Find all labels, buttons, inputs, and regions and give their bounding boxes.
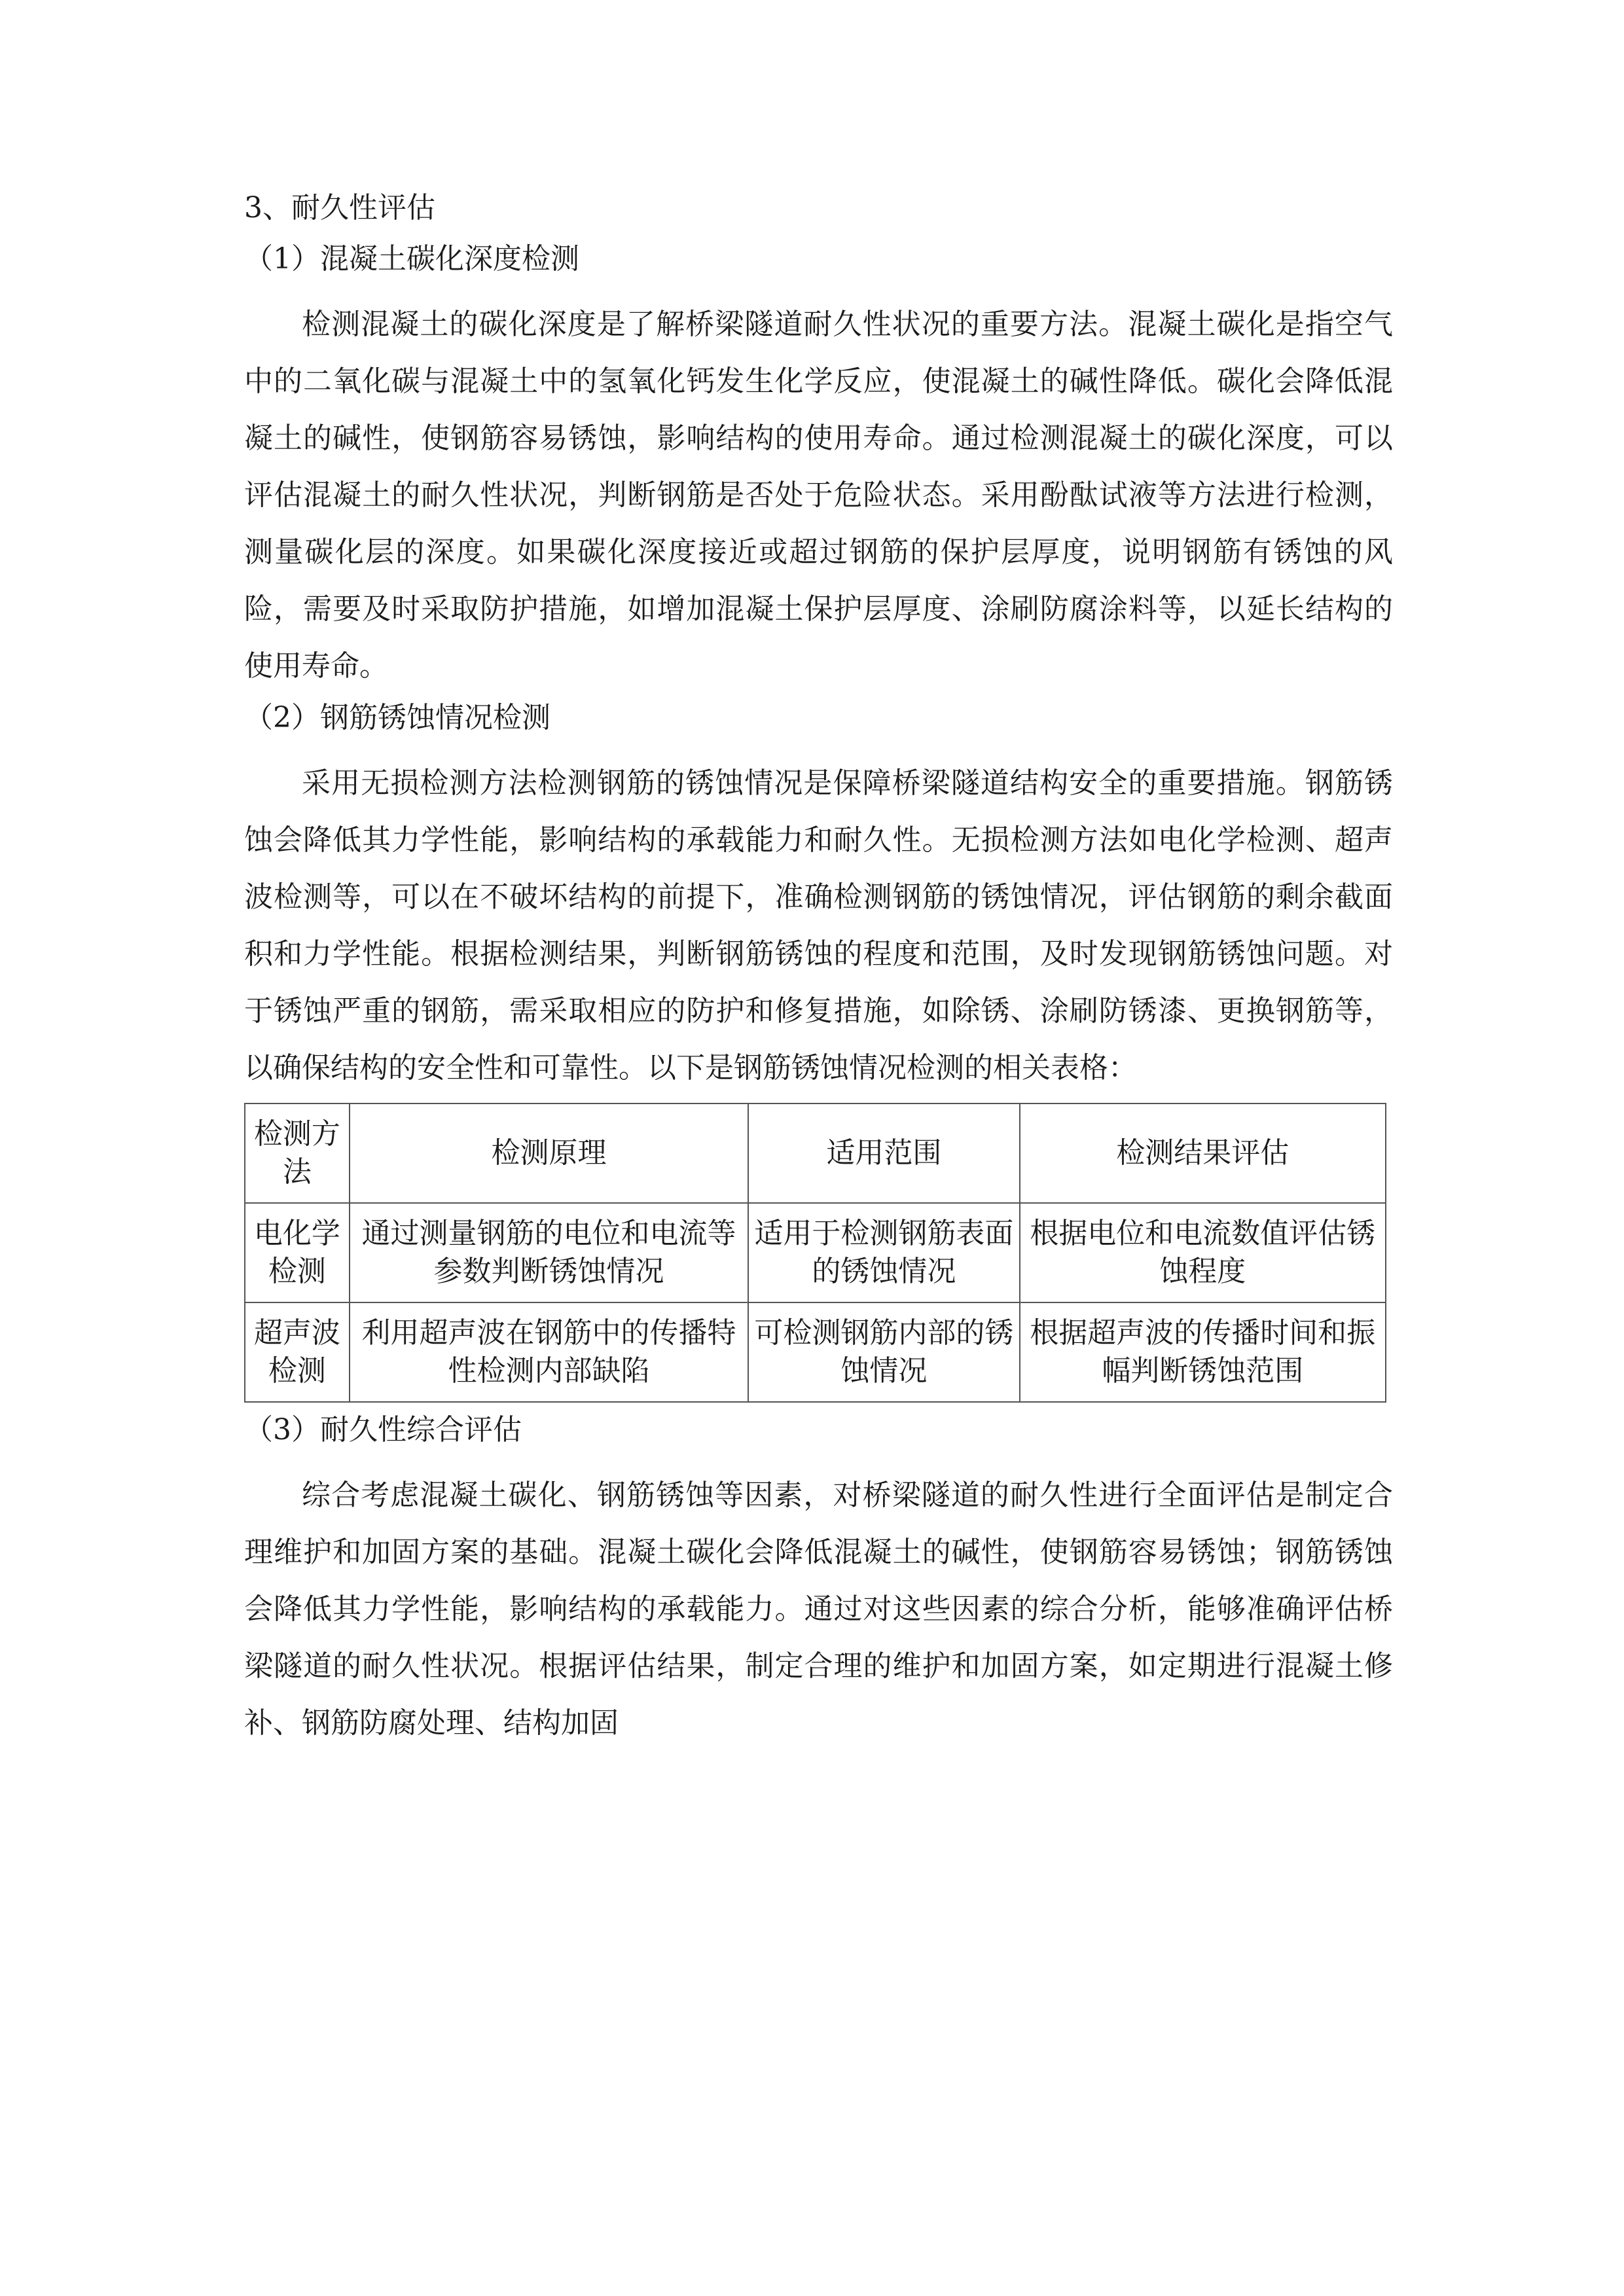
- section-title: 3、耐久性评估: [244, 191, 435, 224]
- table-cell: 超声波检测: [245, 1302, 350, 1402]
- table-cell: 根据电位和电流数值评估锈蚀程度: [1020, 1203, 1386, 1302]
- table-row: [245, 1302, 1386, 1402]
- document-page: [244, 190, 1393, 1757]
- table-cell: 根据超声波的传播时间和振幅判断锈蚀范围: [1020, 1302, 1386, 1402]
- table-cell: 适用于检测钢筋表面的锈蚀情况: [748, 1203, 1020, 1302]
- table-cell: 利用超声波在钢筋中的传播特性检测内部缺陷: [350, 1302, 748, 1402]
- table-cell: 可检测钢筋内部的锈蚀情况: [748, 1302, 1020, 1402]
- table-header-cell: 适用范围: [748, 1103, 1020, 1203]
- subsection-title-corrosion: （2）钢筋锈蚀情况检测: [244, 701, 550, 734]
- corrosion-detection-table: [244, 1103, 1386, 1403]
- paragraph-durability: 综合考虑混凝土碳化、钢筋锈蚀等因素，对桥梁隧道的耐久性进行全面评估是制定合理维护和加固方案的基础。混凝土碳化会降低混凝土的碱性，使钢筋容易锈蚀；钢筋锈蚀会降低其力学性能，影响结构的承载能力。通过对这些因素的综合分析，能够准确评估桥梁隧道的耐久性状况。根据评估结果，制定合理的维护和加固方案，如定期进行混凝土修补、钢筋防腐处理、结构加固: [244, 1479, 1393, 1740]
- table-cell: 通过测量钢筋的电位和电流等参数判断锈蚀情况: [350, 1203, 748, 1302]
- table-cell: 电化学检测: [245, 1203, 350, 1302]
- paragraph-corrosion: 采用无损检测方法检测钢筋的锈蚀情况是保障桥梁隧道结构安全的重要措施。钢筋锈蚀会降低其力学性能，影响结构的承载能力和耐久性。无损检测方法如电化学检测、超声波检测等，可以在不破坏结构的前提下，准确检测钢筋的锈蚀情况，评估钢筋的剩余截面积和力学性能。根据检测结果，判断钢筋锈蚀的程度和范围，及时发现钢筋锈蚀问题。对于锈蚀严重的钢筋，需采取相应的防护和修复措施，如除锈、涂刷防锈漆、更换钢筋等，以确保结构的安全性和可靠性。以下是钢筋锈蚀情况检测的相关表格：: [244, 766, 1393, 1085]
- table-row: [245, 1203, 1386, 1302]
- table-header-row: [245, 1103, 1386, 1203]
- table-header-cell: 检测方法: [245, 1103, 350, 1203]
- paragraph-carbonation: 检测混凝土的碳化深度是了解桥梁隧道耐久性状况的重要方法。混凝土碳化是指空气中的二氧化碳与混凝土中的氢氧化钙发生化学反应，使混凝土的碱性降低。碳化会降低混凝土的碱性，使钢筋容易锈蚀，影响结构的使用寿命。通过检测混凝土的碳化深度，可以评估混凝土的耐久性状况，判断钢筋是否处于危险状态。采用酚酞试液等方法进行检测，测量碳化层的深度。如果碳化深度接近或超过钢筋的保护层厚度，说明钢筋有锈蚀的风险，需要及时采取防护措施，如增加混凝土保护层厚度、涂刷防腐涂料等，以延长结构的使用寿命。: [244, 308, 1393, 683]
- subsection-title-carbonation: （1）混凝土碳化深度检测: [244, 242, 579, 276]
- table-header-cell: 检测原理: [350, 1103, 748, 1203]
- subsection-title-durability: （3）耐久性综合评估: [244, 1413, 522, 1446]
- table-header-cell: 检测结果评估: [1020, 1103, 1386, 1203]
